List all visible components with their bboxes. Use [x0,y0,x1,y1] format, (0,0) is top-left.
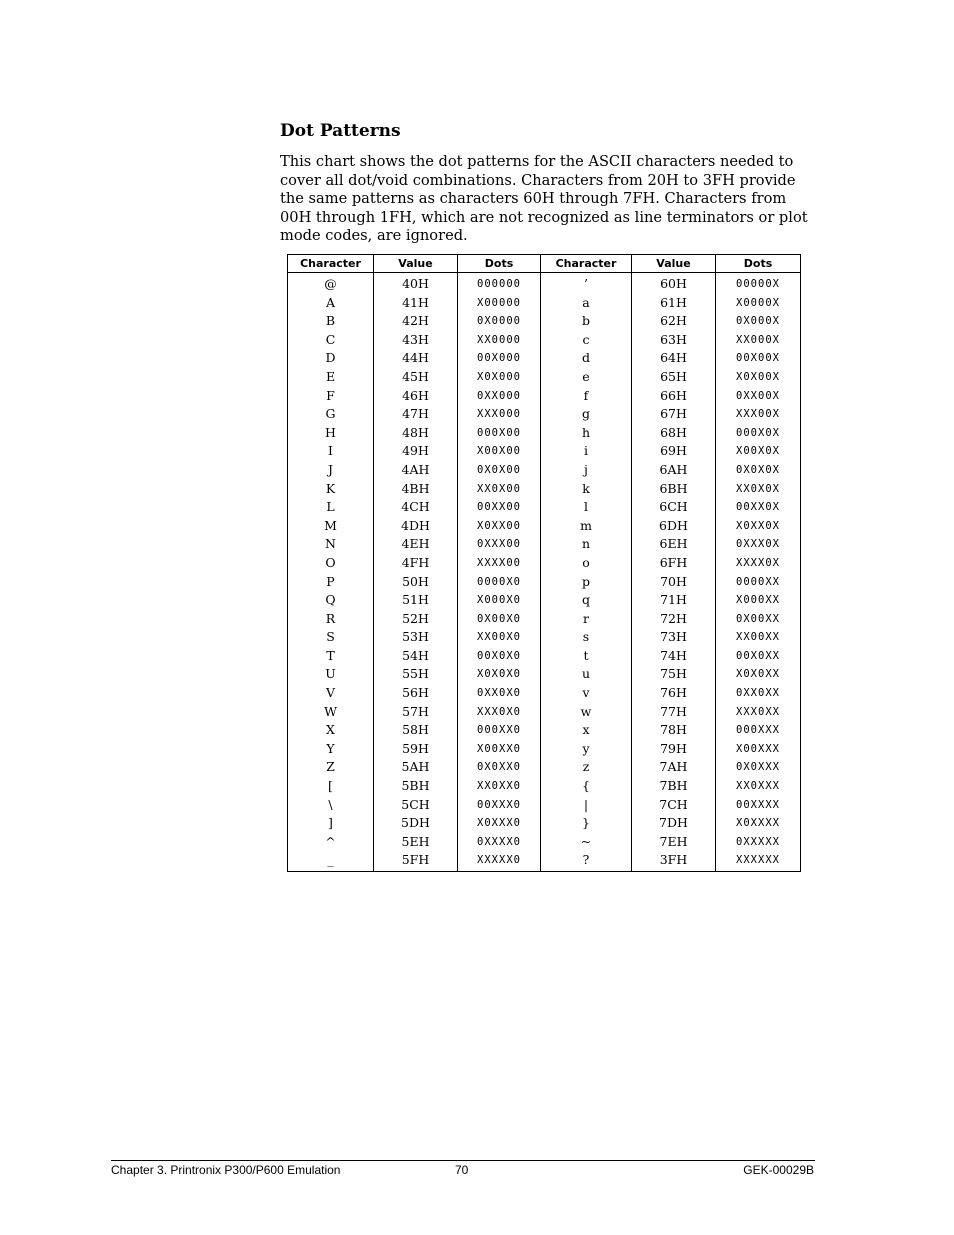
cell-value-2: 68H [632,424,716,443]
cell-value: 4AH [374,461,458,480]
cell-value-2: 72H [632,610,716,629]
cell-character: J [288,461,374,480]
cell-dots: 0X0XX0 [458,758,541,777]
cell-character: E [288,368,374,387]
column-header-character-2: Character [541,255,632,273]
cell-dots-2: 0000XX [716,573,801,592]
cell-value-2: 6DH [632,517,716,536]
cell-character: Q [288,591,374,610]
table-row [288,777,801,796]
cell-value-2: 63H [632,331,716,350]
cell-dots-2: X0X00X [716,368,801,387]
cell-dots-2: 0X0XXX [716,758,801,777]
cell-value-2: 7CH [632,796,716,815]
cell-character: Z [288,758,374,777]
cell-dots: X0XX00 [458,517,541,536]
cell-character-2: x [541,721,632,740]
cell-dots: 00XXX0 [458,796,541,815]
cell-value-2: 75H [632,665,716,684]
cell-value: 4BH [374,480,458,499]
cell-character-2: e [541,368,632,387]
cell-character-2: w [541,703,632,722]
table-row [288,628,801,647]
cell-dots-2: XXX0XX [716,703,801,722]
cell-value: 49H [374,442,458,461]
column-header-dots-2: Dots [716,255,801,273]
cell-character-2: p [541,573,632,592]
cell-dots: 000000 [458,273,541,294]
cell-value-2: 64H [632,349,716,368]
cell-dots-2: XX0XXX [716,777,801,796]
cell-value: 44H [374,349,458,368]
table-row [288,517,801,536]
cell-character: X [288,721,374,740]
cell-value: 55H [374,665,458,684]
cell-value-2: 78H [632,721,716,740]
cell-dots: 00XX00 [458,498,541,517]
cell-character: S [288,628,374,647]
column-header-character: Character [288,255,374,273]
cell-value: 5CH [374,796,458,815]
cell-character-2: i [541,442,632,461]
cell-character: @ [288,273,374,294]
cell-dots-2: XXXXXX [716,851,801,871]
cell-character-2: | [541,796,632,815]
cell-dots: XXXXX0 [458,851,541,871]
cell-dots-2: XX00XX [716,628,801,647]
cell-dots-2: X00X0X [716,442,801,461]
cell-dots-2: 00X00X [716,349,801,368]
cell-character-2: l [541,498,632,517]
table-row [288,461,801,480]
cell-dots: X000X0 [458,591,541,610]
cell-value-2: 65H [632,368,716,387]
table-row [288,405,801,424]
cell-value: 40H [374,273,458,294]
table-row [288,665,801,684]
cell-character-2: d [541,349,632,368]
cell-value: 5BH [374,777,458,796]
cell-value-2: 73H [632,628,716,647]
table-row [288,796,801,815]
cell-character-2: r [541,610,632,629]
cell-character: [ [288,777,374,796]
cell-value: 54H [374,647,458,666]
cell-dots-2: XXX00X [716,405,801,424]
cell-value-2: 61H [632,294,716,313]
section-heading: Dot Patterns [280,121,401,141]
cell-character: C [288,331,374,350]
footer-chapter: Chapter 3. Printronix P300/P600 Emulation [111,1163,341,1177]
table-row [288,349,801,368]
cell-value-2: 7AH [632,758,716,777]
cell-dots-2: 0XX00X [716,387,801,406]
cell-dots-2: X0XXXX [716,814,801,833]
cell-character: ^ [288,833,374,852]
cell-value: 56H [374,684,458,703]
cell-character-2: { [541,777,632,796]
cell-character-2: b [541,312,632,331]
cell-value-2: 7EH [632,833,716,852]
cell-dots-2: X0XX0X [716,517,801,536]
cell-character: L [288,498,374,517]
cell-character-2: ? [541,851,632,871]
cell-value-2: 3FH [632,851,716,871]
cell-dots-2: X0000X [716,294,801,313]
table-row [288,424,801,443]
table-body [288,273,801,872]
document-id: GEK-00029B [743,1163,814,1177]
cell-character: B [288,312,374,331]
cell-value: 46H [374,387,458,406]
cell-character: P [288,573,374,592]
cell-dots: 00X000 [458,349,541,368]
cell-value-2: 67H [632,405,716,424]
cell-dots-2: 00000X [716,273,801,294]
cell-character-2: j [541,461,632,480]
page-number: 70 [455,1163,469,1177]
table-row [288,591,801,610]
cell-dots: XX00X0 [458,628,541,647]
cell-dots-2: X0X0XX [716,665,801,684]
cell-dots-2: X000XX [716,591,801,610]
cell-value-2: 6FH [632,554,716,573]
cell-dots-2: XXXX0X [716,554,801,573]
cell-value: 42H [374,312,458,331]
cell-value: 59H [374,740,458,759]
cell-character-2: } [541,814,632,833]
cell-character-2: g [541,405,632,424]
table-row [288,535,801,554]
cell-value-2: 60H [632,273,716,294]
cell-value-2: 76H [632,684,716,703]
cell-character: W [288,703,374,722]
cell-value: 5FH [374,851,458,871]
table-row [288,442,801,461]
cell-character: K [288,480,374,499]
dot-pattern-table [287,254,801,872]
table-row [288,273,801,294]
cell-character: U [288,665,374,684]
cell-value: 5AH [374,758,458,777]
cell-dots: X00X00 [458,442,541,461]
cell-dots-2: 0XXX0X [716,535,801,554]
cell-character-2: a [541,294,632,313]
cell-dots: 000XX0 [458,721,541,740]
table-header-row [288,255,801,273]
table-row [288,368,801,387]
cell-dots: XX0X00 [458,480,541,499]
cell-character-2: ’ [541,273,632,294]
table-row [288,554,801,573]
cell-value: 4CH [374,498,458,517]
table-row [288,740,801,759]
cell-dots-2: 0X00XX [716,610,801,629]
cell-character: N [288,535,374,554]
cell-dots-2: 00XXXX [716,796,801,815]
table-row [288,703,801,722]
cell-value-2: 7BH [632,777,716,796]
cell-dots: X0X000 [458,368,541,387]
table-row [288,647,801,666]
cell-character-2: s [541,628,632,647]
cell-dots-2: 000X0X [716,424,801,443]
table-row [288,684,801,703]
cell-dots-2: 0X0X0X [716,461,801,480]
cell-character-2: c [541,331,632,350]
cell-character-2: z [541,758,632,777]
cell-character-2: o [541,554,632,573]
cell-dots: XX0000 [458,331,541,350]
cell-character-2: h [541,424,632,443]
cell-character-2: q [541,591,632,610]
table-row [288,480,801,499]
cell-character: M [288,517,374,536]
cell-dots-2: 0X000X [716,312,801,331]
cell-dots-2: XX000X [716,331,801,350]
cell-character: D [288,349,374,368]
cell-dots-2: 0XX0XX [716,684,801,703]
cell-value-2: 71H [632,591,716,610]
cell-dots: XX0XX0 [458,777,541,796]
cell-dots: XXX0X0 [458,703,541,722]
cell-dots-2: 0XXXXX [716,833,801,852]
table-row [288,294,801,313]
cell-value-2: 6EH [632,535,716,554]
cell-dots: 00X0X0 [458,647,541,666]
cell-character: G [288,405,374,424]
cell-dots: 0XXXX0 [458,833,541,852]
intro-paragraph: This chart shows the dot patterns for the ASCII characters needed to cover all dot/void combinations. Characters from 20H to 3FH provide the same patterns as characters 60H through 7FH. Characters from 00H through 1FH, which are not recognized as line terminators or plot mode codes, are ignored. [280,153,808,244]
table-row [288,814,801,833]
table-row [288,721,801,740]
cell-character: V [288,684,374,703]
cell-character: I [288,442,374,461]
cell-dots: 0X0000 [458,312,541,331]
cell-dots: X0XXX0 [458,814,541,833]
cell-character: F [288,387,374,406]
cell-character-2: n [541,535,632,554]
cell-dots-2: X00XXX [716,740,801,759]
cell-character-2: t [541,647,632,666]
cell-dots: X00000 [458,294,541,313]
cell-value: 4DH [374,517,458,536]
cell-value: 57H [374,703,458,722]
cell-value: 5DH [374,814,458,833]
cell-value: 51H [374,591,458,610]
cell-value-2: 70H [632,573,716,592]
cell-dots: 000X00 [458,424,541,443]
cell-character: T [288,647,374,666]
table-row [288,833,801,852]
cell-dots: 0XX0X0 [458,684,541,703]
cell-value-2: 79H [632,740,716,759]
cell-value: 41H [374,294,458,313]
cell-value: 50H [374,573,458,592]
table-row [288,758,801,777]
table-row [288,331,801,350]
column-header-dots: Dots [458,255,541,273]
cell-value-2: 7DH [632,814,716,833]
cell-dots-2: XX0X0X [716,480,801,499]
cell-value-2: 69H [632,442,716,461]
cell-character-2: v [541,684,632,703]
cell-value-2: 66H [632,387,716,406]
cell-dots-2: 000XXX [716,721,801,740]
column-header-value: Value [374,255,458,273]
cell-value: 4FH [374,554,458,573]
table-row [288,851,801,871]
cell-value-2: 74H [632,647,716,666]
cell-character: R [288,610,374,629]
cell-dots: 0XX000 [458,387,541,406]
cell-dots: X0X0X0 [458,665,541,684]
cell-value: 45H [374,368,458,387]
cell-value: 5EH [374,833,458,852]
cell-value-2: 6AH [632,461,716,480]
cell-dots: XXXX00 [458,554,541,573]
footer-rule [111,1160,815,1161]
cell-character-2: m [541,517,632,536]
cell-value: 58H [374,721,458,740]
cell-value: 53H [374,628,458,647]
cell-character: H [288,424,374,443]
cell-value-2: 62H [632,312,716,331]
cell-character: Y [288,740,374,759]
cell-value-2: 6BH [632,480,716,499]
cell-character: ] [288,814,374,833]
cell-value: 48H [374,424,458,443]
table-row [288,610,801,629]
cell-dots: 0XXX00 [458,535,541,554]
cell-character-2: u [541,665,632,684]
cell-dots: 0X0X00 [458,461,541,480]
cell-character-2: f [541,387,632,406]
cell-character-2: ~ [541,833,632,852]
table-row [288,498,801,517]
column-header-value-2: Value [632,255,716,273]
cell-character-2: k [541,480,632,499]
cell-value: 4EH [374,535,458,554]
cell-dots-2: 00XX0X [716,498,801,517]
table-row [288,387,801,406]
cell-character: A [288,294,374,313]
cell-value-2: 77H [632,703,716,722]
cell-value-2: 6CH [632,498,716,517]
cell-value: 43H [374,331,458,350]
cell-character: O [288,554,374,573]
cell-character: \ [288,796,374,815]
cell-dots: XXX000 [458,405,541,424]
cell-value: 47H [374,405,458,424]
cell-dots: 0000X0 [458,573,541,592]
cell-character-2: y [541,740,632,759]
table-row [288,312,801,331]
cell-dots: 0X00X0 [458,610,541,629]
table-row [288,573,801,592]
cell-dots-2: 00X0XX [716,647,801,666]
cell-character: _ [288,851,374,871]
cell-value: 52H [374,610,458,629]
cell-dots: X00XX0 [458,740,541,759]
